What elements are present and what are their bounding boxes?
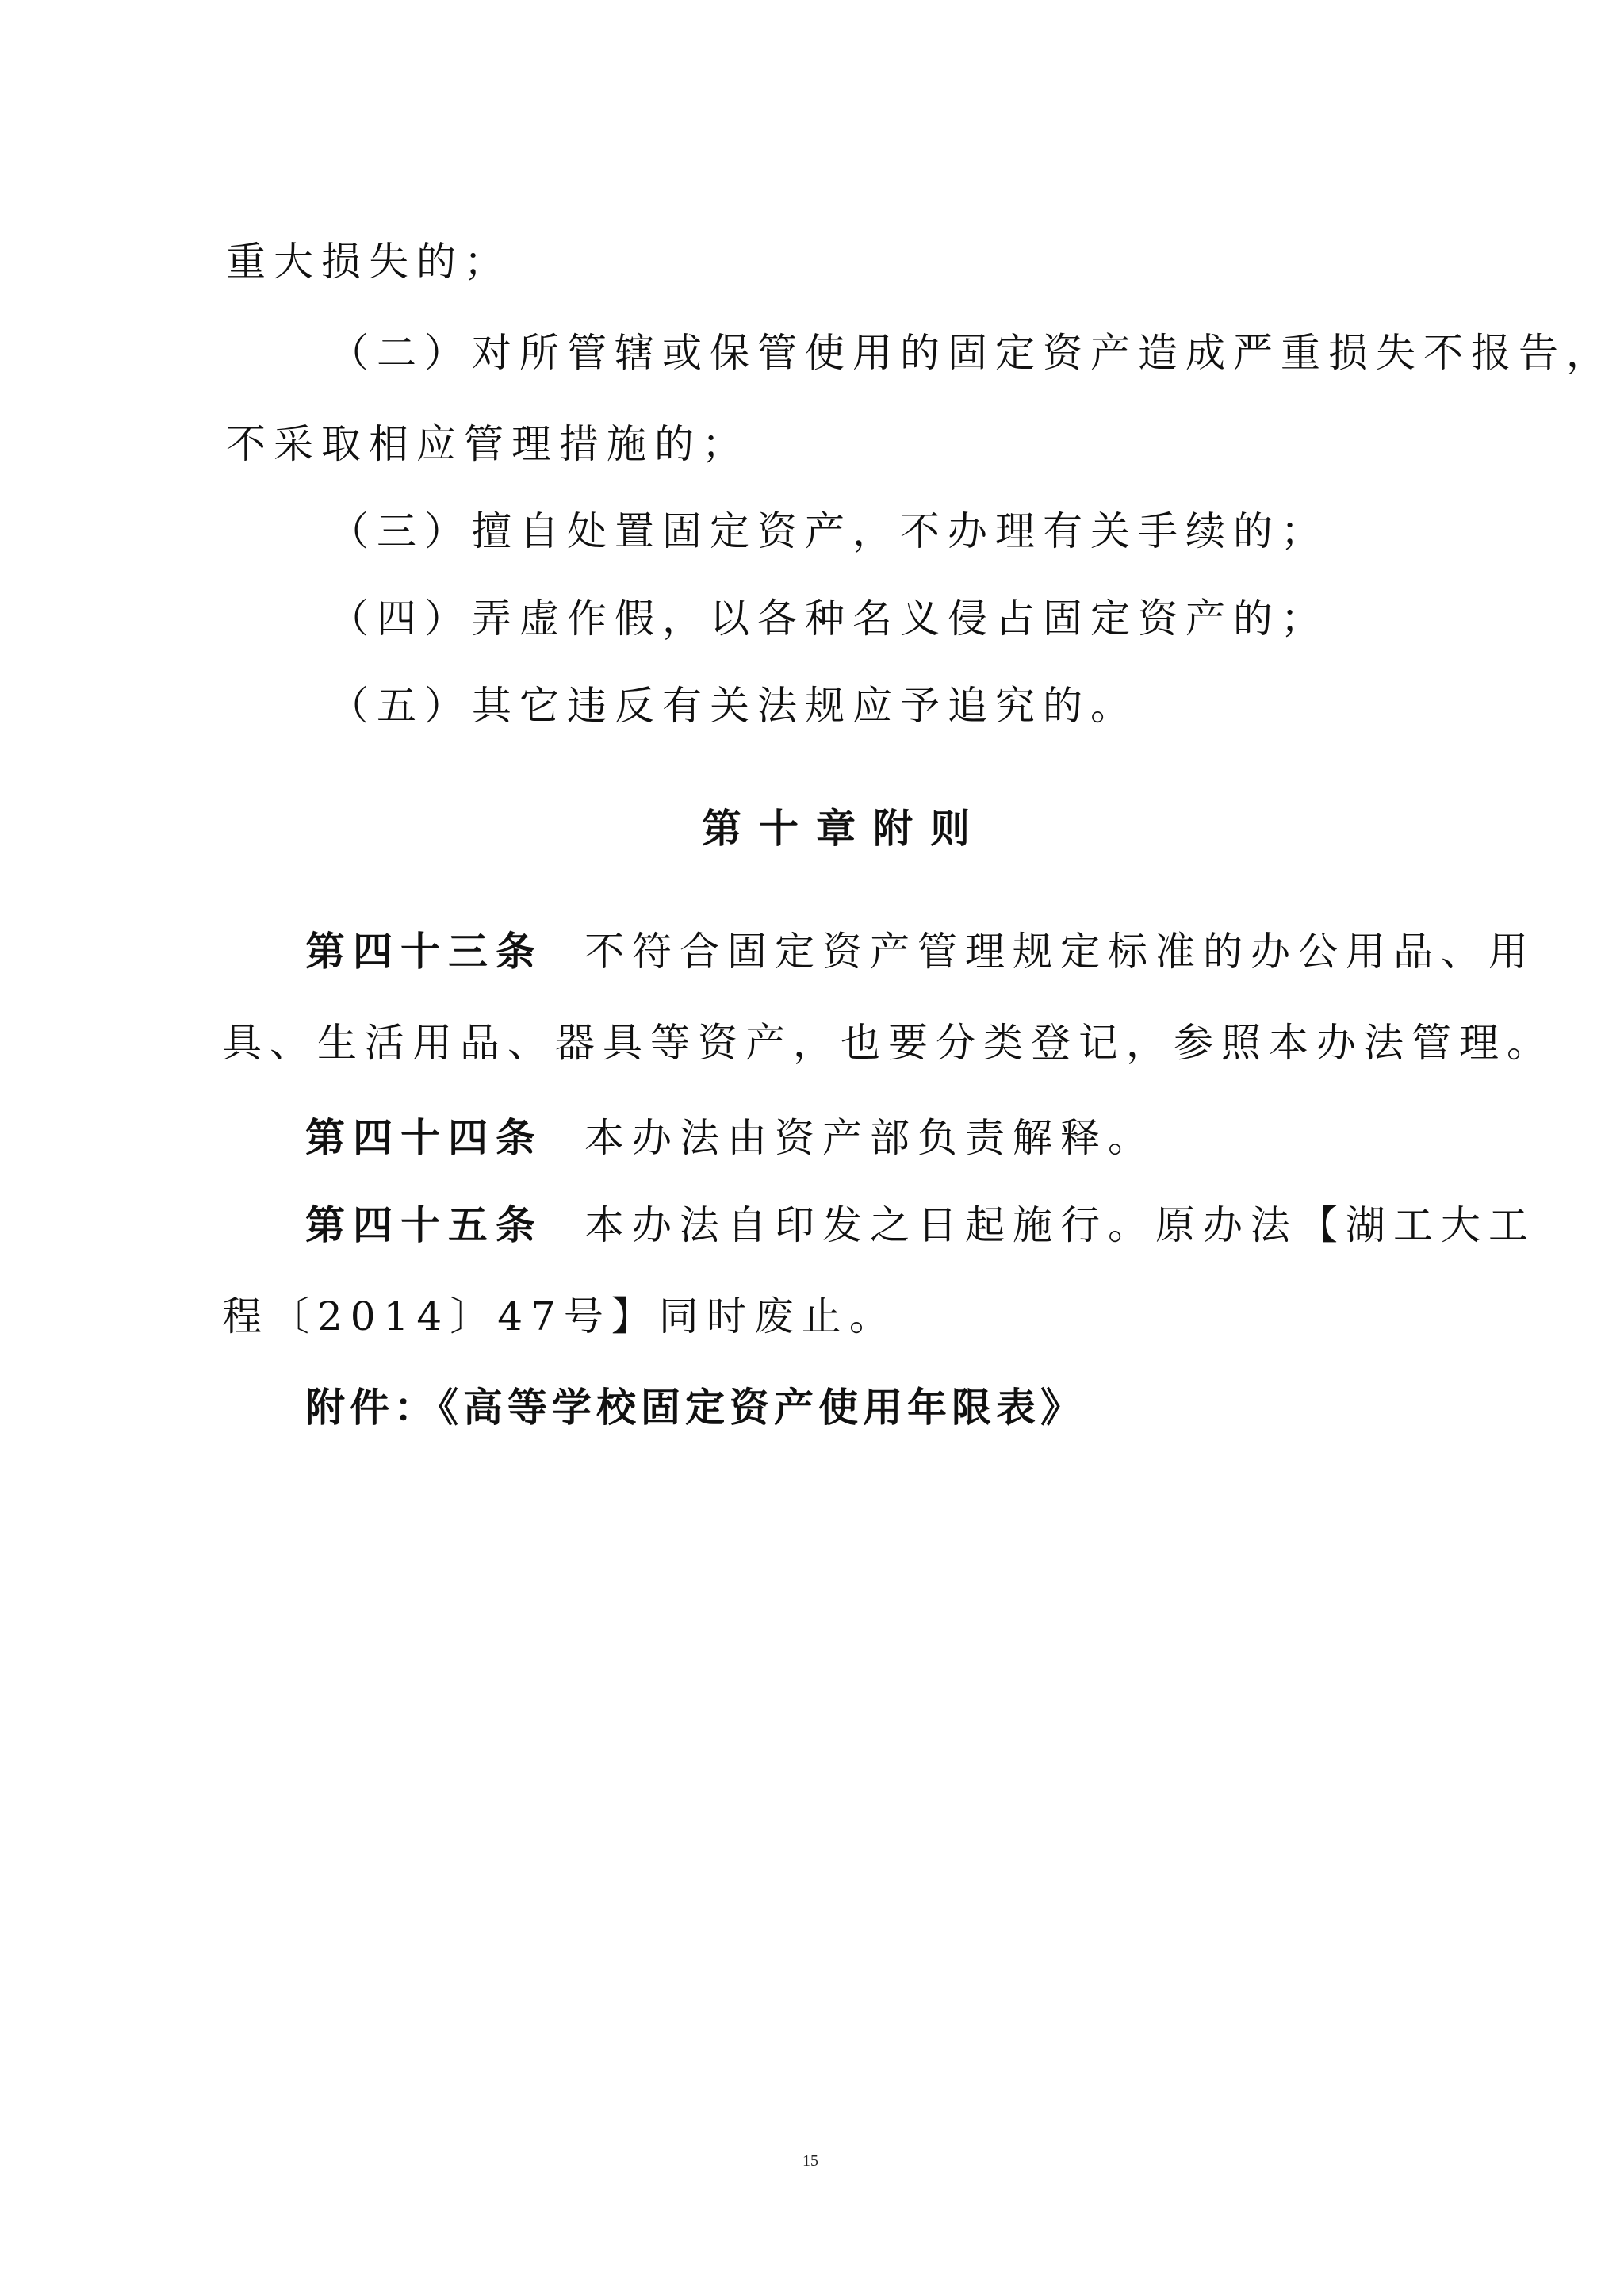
- article-44-text: 本办法由资产部负责解释。: [584, 1115, 1155, 1161]
- list-item-4: （四）弄虚作假，以各种名义侵占固定资产的；: [329, 596, 1328, 642]
- list-item-2-line-1: （二）对所管辖或保管使用的固定资产造成严重损失不报告，: [329, 330, 1614, 376]
- list-item-5: （五）其它违反有关法规应予追究的。: [329, 683, 1138, 729]
- article-45-label: 第四十五条: [305, 1201, 543, 1248]
- article-43-text: 不符合固定资产管理规定标准的办公用品、用: [584, 929, 1536, 975]
- page-number: 15: [802, 2152, 818, 2170]
- paragraph-line-continuation: 重大损失的；: [226, 239, 511, 285]
- article-45-text: 本办法自印发之日起施行。原办法【湖工大工: [584, 1202, 1536, 1248]
- list-item-2-line-2: 不采取相应管理措施的；: [226, 421, 749, 467]
- attachment-line: 附件：《高等学校固定资产使用年限表》: [305, 1384, 1085, 1431]
- article-45-line-2: 程〔2014〕47号】同时废止。: [222, 1293, 897, 1339]
- article-44-label: 第四十四条: [305, 1114, 543, 1161]
- article-43-label: 第四十三条: [305, 928, 543, 975]
- article-44: [305, 1114, 1155, 1162]
- article-45-line-1: [305, 1201, 1536, 1249]
- article-43-line-2: 具、生活用品、器具等资产，也要分类登记，参照本办法管理。: [222, 1020, 1554, 1066]
- list-item-3: （三）擅自处置固定资产，不办理有关手续的；: [329, 508, 1328, 554]
- article-43-line-1: [305, 928, 1536, 975]
- chapter-heading: 第十章附则: [702, 805, 987, 852]
